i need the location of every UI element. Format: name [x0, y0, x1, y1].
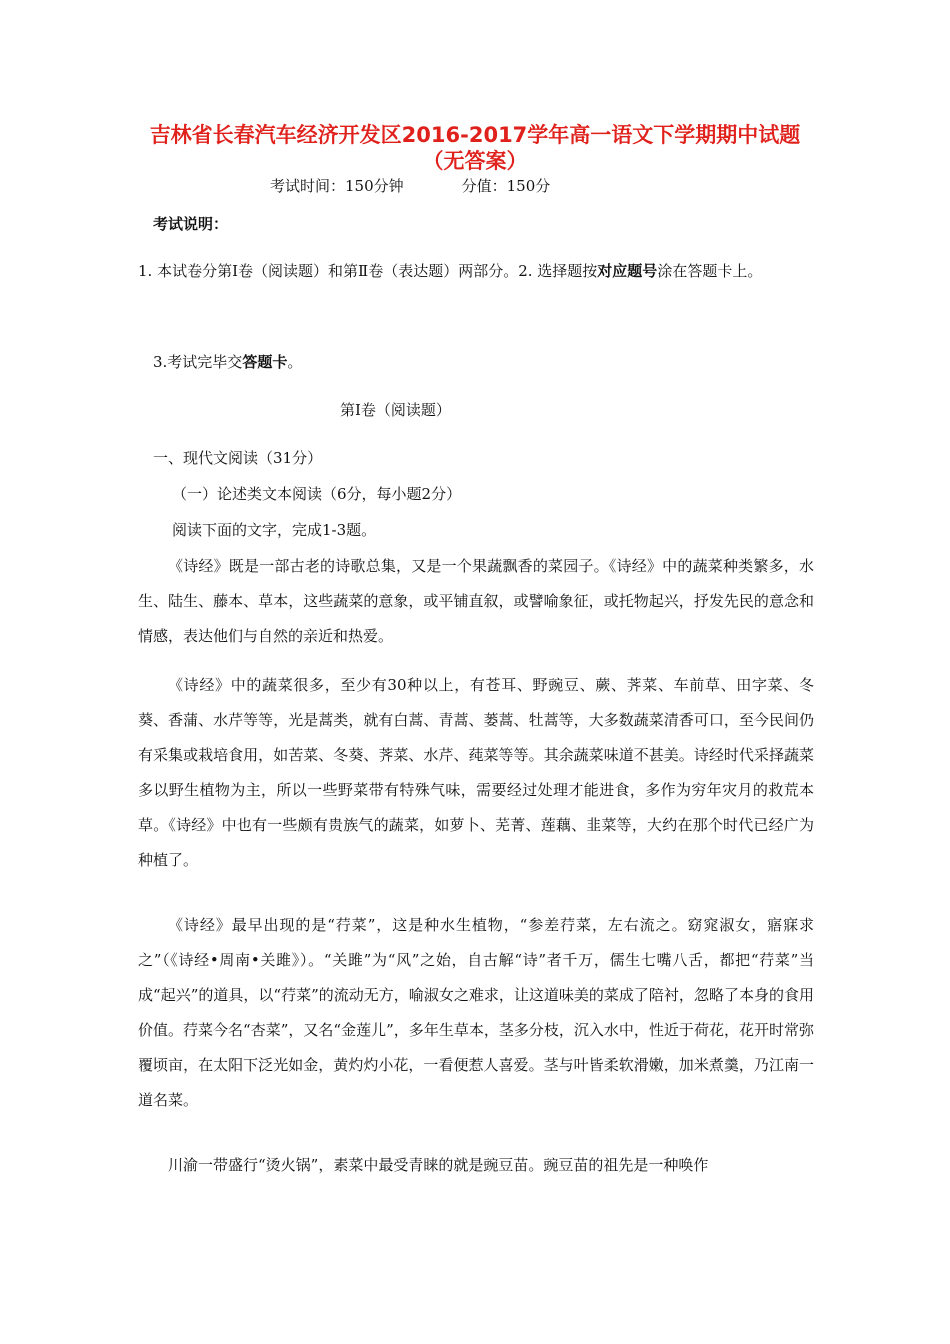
instruction-3	[153, 352, 302, 372]
paragraph-4: 川渝一带盛行“烫火锅”，素菜中最受青睐的就是豌豆苗。豌豆苗的祖先是一种唤作	[168, 1156, 709, 1174]
reading-directive: 阅读下面的文字，完成1-3题。	[172, 521, 377, 539]
instruction-3-text: 3.考试完毕交	[153, 353, 243, 371]
part-heading: 第Ⅰ卷（阅读题）	[340, 401, 451, 419]
section-heading: 一、现代文阅读（31分）	[153, 449, 323, 467]
instruction-1-tail: 涂在答题卡上。	[657, 262, 763, 280]
instructions-heading: 考试说明：	[153, 215, 229, 233]
instruction-1-bold: 对应题号	[597, 262, 658, 280]
instruction-3-tail: 。	[287, 353, 303, 371]
subsection-heading: （一）论述类文本阅读（6分，每小题2分）	[172, 485, 462, 503]
exam-meta	[270, 176, 550, 196]
paragraph-2: 《诗经》中的蔬菜很多，至少有30种以上，有苍耳、野豌豆、蕨、荠菜、车前草、田字菜、冬葵、香蒲、水芹等等，光是蒿类，就有白蒿、青蒿、蒌蒿、牡蒿等，大多数蔬菜清香可口，至今民间仍有采集或栽培食用，如苦菜、冬葵、荠菜、水芹、莼菜等等。其余蔬菜味道不甚美。诗经时代采择蔬菜多以野生植物为主，所以一些野菜带有特殊气味，需要经过处理才能进食，多作为穷年灾月的救荒本草。《诗经》中也有一些颇有贵族气的蔬菜，如萝卜、芜菁、莲藕、韭菜等，大约在那个时代已经广为种植了。	[138, 676, 814, 869]
exam-score: 分值：150分	[461, 177, 551, 195]
instruction-1	[138, 254, 814, 289]
paragraph-1: 《诗经》既是一部古老的诗歌总集，又是一个果蔬飘香的菜园子。《诗经》中的蔬菜种类繁多，水生、陆生、藤本、草本，这些蔬菜的意象，或平铺直叙，或譬喻象征，或托物起兴，抒发先民的意念和情感，表达他们与自然的亲近和热爱。	[138, 557, 814, 645]
paragraph-3: 《诗经》最早出现的是“荇菜”，这是种水生植物，“参差荇菜，左右流之。窈窕淑女，寤寐求之”（《诗经•周南•关雎》）。“关雎”为“风”之始，自古解“诗”者千万，儒生七嘴八舌，都把“荇菜”当成“起兴”的道具，以“荇菜”的流动无方，喻淑女之难求，让这道味美的菜成了陪衬，忽略了本身的食用价值。荇菜今名“杏菜”，又名“金莲儿”，多年生草本，茎多分枝，沉入水中，性近于荷花，花开时常弥覆顷亩，在太阳下泛光如金，黄灼灼小花，一看便惹人喜爱。茎与叶皆柔软滑嫩，加米煮羹，乃江南一道名菜。	[138, 916, 814, 1109]
exam-time: 考试时间：150分钟	[270, 177, 404, 195]
document-title: 吉林省长春汽车经济开发区2016-2017学年高一语文下学期期中试题	[149, 123, 801, 147]
document-subtitle: （无答案）	[422, 149, 528, 173]
instruction-1-text: 1. 本试卷分第Ⅰ卷（阅读题）和第Ⅱ卷（表达题）两部分。2. 选择题按	[138, 262, 598, 280]
instruction-3-bold: 答题卡	[242, 353, 288, 371]
